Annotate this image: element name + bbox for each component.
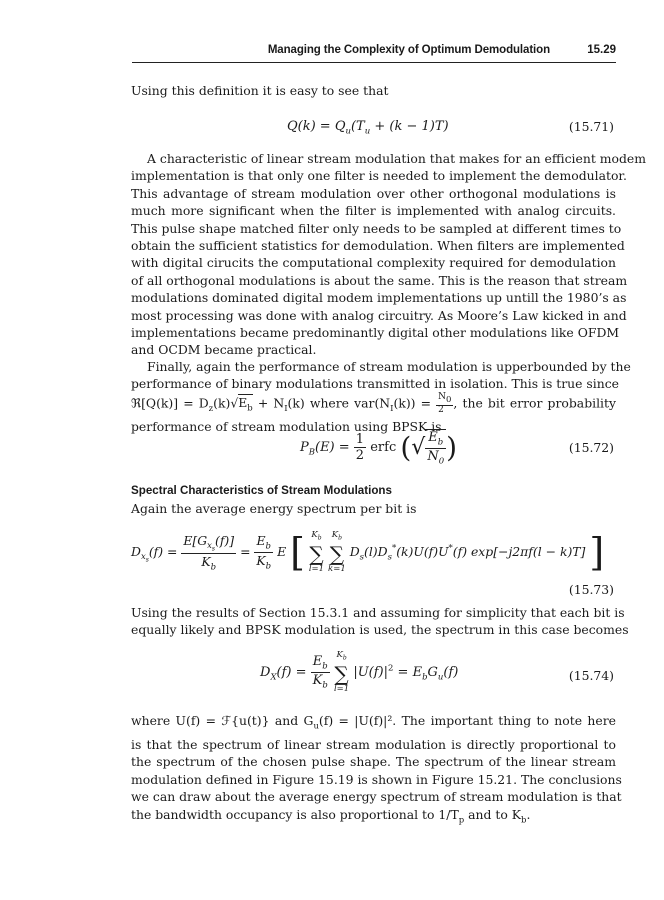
equation-number-15-73: (15.73) xyxy=(568,582,614,597)
paragraph-line: is that the spectrum of linear stream modulation is directly proportional to xyxy=(131,736,616,752)
paragraph-line: most processing was done with analog circuitry. As Moore’s Law kicked in and xyxy=(131,307,627,323)
running-header xyxy=(132,44,616,63)
paragraph-line: the spectrum of the chosen pulse shape. The spectrum of the linear stream xyxy=(131,754,616,770)
equation-number-15-74: (15.74) xyxy=(568,668,614,683)
equation-number-15-71: (15.71) xyxy=(568,119,614,134)
equation-15-73: $D_{x_s}(f)$ = $\frac{E[G_{x_s}(f)]}{K_b}$ = $\frac{E_b}{K_b}$ E [ $K_b$ ∑ l=1 $K_b$ ∑ k=1 $D_s(l)D_s^*(k)U(f)U^*(f) \exp[-j2\pi f(l - k)T]$ ] xyxy=(131,530,605,575)
intro-line: Using this definition it is easy to see that xyxy=(131,83,389,98)
paragraph-line: This pulse shape matched filter only needs to be sampled at different times to xyxy=(131,220,622,236)
paragraph-performance: Finally, again the performance of stream modulation is upperbounded by the performance of binary modulations transmitted in isolation. This is true since ℜ[Q(k)] = $D_z(k)√E_b + N_I(k)$ where $var(N_I(k))$ = $\frac{N_0}{2}$ , the bit error probability performance of stream modulation using BPSK is xyxy=(131,359,631,435)
paragraph-linear-stream xyxy=(131,150,646,359)
paragraph-bpsk-spectrum: Using the results of Section 15.3.1 and assuming for simplicity that each bit is equally likely and BPSK modulation is used, the spectrum in this case becomes xyxy=(131,605,629,638)
paragraph-line: we can draw about the average energy spectrum of stream modulation is that xyxy=(131,789,622,805)
inline-math-line: ℜ[Q(k)] = $D_z(k)√E_b + N_I(k)$ where $var(N_I(k))$ = $\frac{N_0}{2}$ , the bit error probability xyxy=(131,391,616,415)
paragraph-line: obtain the sufficient statistics for demodulation. When filters are implemented xyxy=(131,238,625,254)
equation-15-72: $P_B(E)$ = $\frac{1}{2}$ erfc (√ $\frac{E_b}{N_0}$ ) xyxy=(300,430,458,467)
paragraph-line: of all orthogonal modulations is about the same. This is the reason that stream xyxy=(131,272,628,288)
paragraph-line: the bandwidth occupancy is also proportional to $1/T_p$ and to $K_b$. xyxy=(131,806,531,825)
paragraph-line: This advantage of stream modulation over other orthogonal modulations is xyxy=(131,185,616,201)
equation-15-74: $D_X(f)$ = $\frac{E_b}{K_b}$ $K_b$ ∑ l=1 $|U(f)|^2 = E_bG_u(f)$ xyxy=(260,650,459,694)
section-title: Spectral Characteristics of Stream Modulations xyxy=(131,484,392,497)
paragraph-line: with digital cirucits the computational complexity required for demodulation xyxy=(131,255,616,271)
paragraph-line: implementations became predominantly digital other modulations like OFDM xyxy=(131,325,620,341)
paragraph-line: implementation is that only one filter is needed to implement the demodulator. xyxy=(131,168,627,184)
page-number: 15.29 xyxy=(587,44,616,56)
equation-number-15-72: (15.72) xyxy=(568,440,614,455)
paragraph-line: where U(f) = ℱ{u(t)} and $G_u(f) = |U(f)|^2$. The important thing to note here xyxy=(131,713,616,732)
paragraph-conclusions xyxy=(131,712,622,829)
header-title: Managing the Complexity of Optimum Demodulation xyxy=(267,44,550,56)
paragraph-line: modulation defined in Figure 15.19 is shown in Figure 15.21. The conclusions xyxy=(131,771,622,787)
paragraph-energy-spectrum: Again the average energy spectrum per bit is xyxy=(131,501,417,516)
paragraph-line: modulations dominated digital modem implementations up untill the 1980’s as xyxy=(131,290,627,306)
equation-15-71: $Q(k) = Q_u(T_u + (k - 1)T)$ xyxy=(287,119,449,137)
paragraph-line: A characteristic of linear stream modulation that makes for an efficient modem xyxy=(147,151,646,166)
paragraph-line: much more significant when the filter is implemented with analog circuits. xyxy=(131,203,616,219)
paragraph-line: and OCDM became practical. xyxy=(131,342,317,358)
